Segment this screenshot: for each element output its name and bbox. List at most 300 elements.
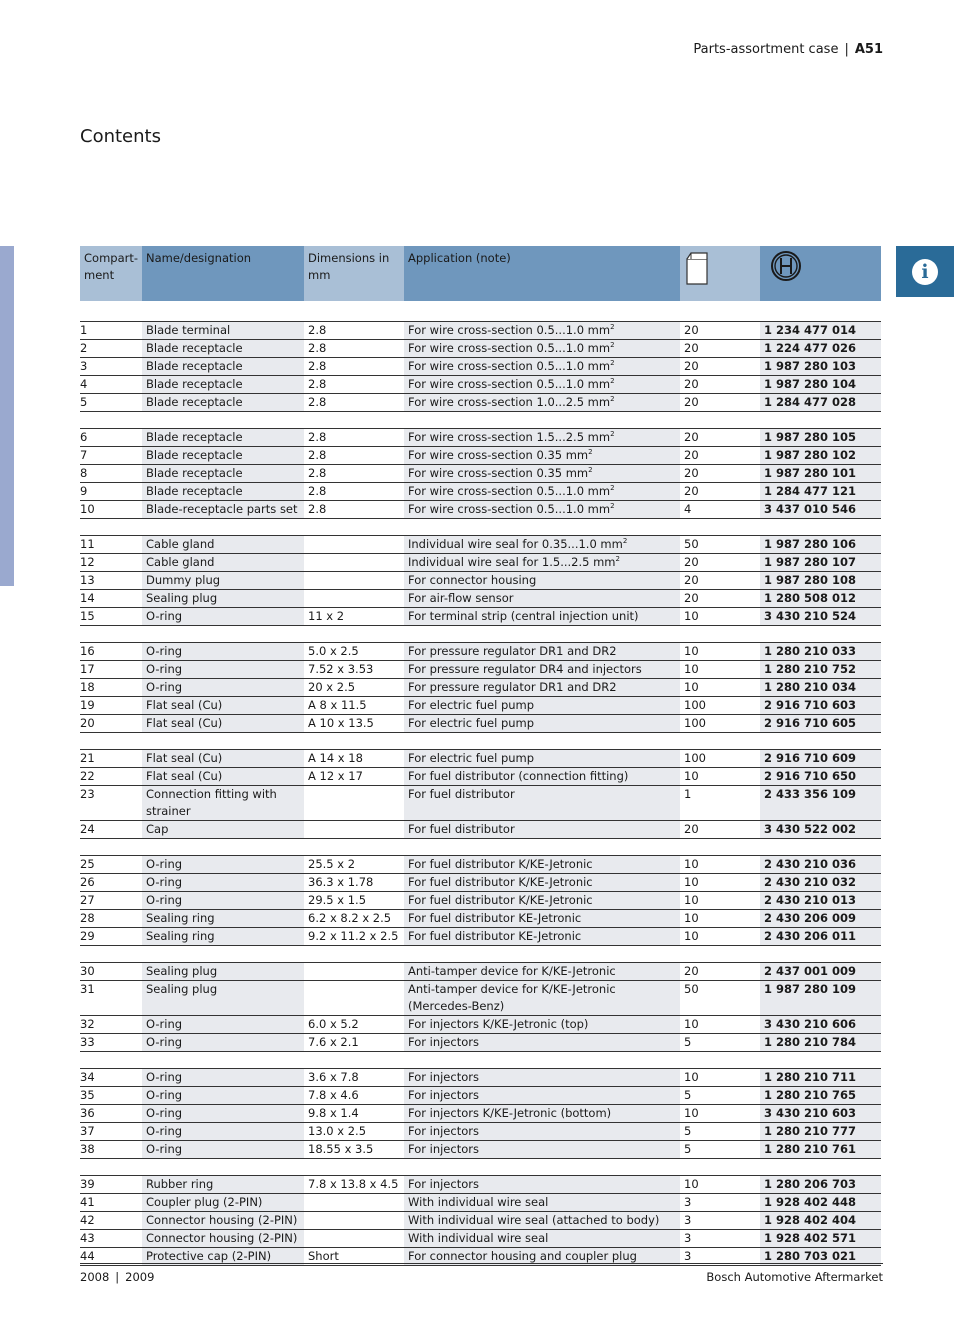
cell-dimensions <box>304 572 404 590</box>
cell-dimensions: 18.55 x 3.5 <box>304 1141 404 1159</box>
cell-name: Sealing ring <box>142 910 304 928</box>
cell-name: Flat seal (Cu) <box>142 715 304 733</box>
unit-exponent: 2 <box>610 323 615 332</box>
application-text: For fuel distributor <box>408 822 515 836</box>
application-text: For connector housing <box>408 573 537 587</box>
table-row <box>80 1016 881 1034</box>
cell-application <box>404 554 680 572</box>
cell-quantity: 20 <box>680 447 760 465</box>
cell-name: O-ring <box>142 661 304 679</box>
spacer-cell <box>80 839 881 856</box>
unit-exponent: 2 <box>610 484 615 493</box>
table-row <box>80 697 881 715</box>
section-name: Parts-assortment case <box>693 42 839 57</box>
cell-dimensions <box>304 981 404 1016</box>
cell-dimensions: 20 x 2.5 <box>304 679 404 697</box>
cell-quantity: 20 <box>680 483 760 501</box>
cell-order-number: 1 280 210 765 <box>760 1087 881 1105</box>
cell-name: Blade receptacle <box>142 483 304 501</box>
cell-quantity: 20 <box>680 322 760 340</box>
cell-application <box>404 963 680 981</box>
cell-name: O-ring <box>142 1034 304 1052</box>
cell-compartment: 30 <box>80 963 142 981</box>
cell-compartment: 41 <box>80 1194 142 1212</box>
table-row <box>80 821 881 839</box>
application-text: For fuel distributor KE-Jetronic <box>408 911 582 925</box>
cell-application <box>404 394 680 412</box>
application-text: For wire cross-section 1.5...2.5 mm <box>408 430 611 444</box>
cell-dimensions: 9.8 x 1.4 <box>304 1105 404 1123</box>
cell-quantity: 10 <box>680 856 760 874</box>
cell-dimensions: 6.2 x 8.2 x 2.5 <box>304 910 404 928</box>
cell-dimensions: 2.8 <box>304 340 404 358</box>
cell-compartment: 44 <box>80 1248 142 1266</box>
group-spacer <box>80 412 881 429</box>
cell-application <box>404 1069 680 1087</box>
cell-application <box>404 340 680 358</box>
cell-name: Blade-receptacle parts set <box>142 501 304 519</box>
cell-dimensions: 2.8 <box>304 465 404 483</box>
cell-compartment: 3 <box>80 358 142 376</box>
cell-compartment: 31 <box>80 981 142 1016</box>
application-text: For electric fuel pump <box>408 751 535 765</box>
footer-publisher: Bosch Automotive Aftermarket <box>706 1270 883 1284</box>
cell-application <box>404 536 680 554</box>
cell-application <box>404 322 680 340</box>
application-text: For electric fuel pump <box>408 716 535 730</box>
cell-name: Coupler plug (2-PIN) <box>142 1194 304 1212</box>
cell-name: O-ring <box>142 892 304 910</box>
unit-exponent: 2 <box>610 502 615 511</box>
cell-compartment: 33 <box>80 1034 142 1052</box>
cell-dimensions: 6.0 x 5.2 <box>304 1016 404 1034</box>
application-text: With individual wire seal <box>408 1195 549 1209</box>
cell-order-number: 2 433 356 109 <box>760 786 881 821</box>
cell-name: O-ring <box>142 856 304 874</box>
cell-application <box>404 1212 680 1230</box>
table-row <box>80 715 881 733</box>
cell-name: O-ring <box>142 1016 304 1034</box>
unit-exponent: 2 <box>610 430 615 439</box>
unit-exponent: 2 <box>610 377 615 386</box>
footer-years <box>80 1270 154 1284</box>
cell-dimensions: 25.5 x 2 <box>304 856 404 874</box>
cell-compartment: 17 <box>80 661 142 679</box>
cell-dimensions <box>304 821 404 839</box>
table-row <box>80 1087 881 1105</box>
cell-dimensions <box>304 536 404 554</box>
cell-dimensions: A 10 x 13.5 <box>304 715 404 733</box>
col-header-name: Name/designation <box>142 246 304 302</box>
table-row <box>80 856 881 874</box>
col-header-application: Application (note) <box>404 246 680 302</box>
cell-dimensions: A 12 x 17 <box>304 768 404 786</box>
cell-order-number: 1 224 477 026 <box>760 340 881 358</box>
application-text: For injectors <box>408 1070 479 1084</box>
cell-application <box>404 590 680 608</box>
cell-order-number: 1 280 210 752 <box>760 661 881 679</box>
cell-order-number: 1 928 402 571 <box>760 1230 881 1248</box>
cell-name: Connector housing (2-PIN) <box>142 1230 304 1248</box>
cell-compartment: 10 <box>80 501 142 519</box>
cell-name: Sealing plug <box>142 963 304 981</box>
cell-application <box>404 1141 680 1159</box>
cell-compartment: 36 <box>80 1105 142 1123</box>
cell-order-number: 2 916 710 650 <box>760 768 881 786</box>
cell-compartment: 18 <box>80 679 142 697</box>
cell-dimensions <box>304 963 404 981</box>
cell-order-number: 2 437 001 009 <box>760 963 881 981</box>
table-row <box>80 447 881 465</box>
cell-order-number: 1 987 280 106 <box>760 536 881 554</box>
cell-application <box>404 1123 680 1141</box>
cell-order-number: 1 280 210 033 <box>760 643 881 661</box>
cell-dimensions: 2.8 <box>304 429 404 447</box>
table-row <box>80 1034 881 1052</box>
cell-application <box>404 928 680 946</box>
cell-quantity: 3 <box>680 1212 760 1230</box>
cell-name: Dummy plug <box>142 572 304 590</box>
cell-application <box>404 856 680 874</box>
cell-quantity: 4 <box>680 501 760 519</box>
cell-quantity: 10 <box>680 910 760 928</box>
cell-application <box>404 1016 680 1034</box>
cell-dimensions: Short <box>304 1248 404 1266</box>
cell-dimensions: 2.8 <box>304 376 404 394</box>
cell-application <box>404 679 680 697</box>
cell-quantity: 20 <box>680 394 760 412</box>
cell-compartment: 35 <box>80 1087 142 1105</box>
table-row <box>80 608 881 626</box>
cell-application <box>404 874 680 892</box>
table-row <box>80 322 881 340</box>
table-row <box>80 1069 881 1087</box>
cell-dimensions: 7.52 x 3.53 <box>304 661 404 679</box>
cell-quantity: 10 <box>680 643 760 661</box>
cell-name: O-ring <box>142 1069 304 1087</box>
cell-compartment: 2 <box>80 340 142 358</box>
cell-name: Connection fitting with strainer <box>142 786 304 821</box>
cell-name: Rubber ring <box>142 1176 304 1194</box>
application-text: For wire cross-section 0.35 mm <box>408 466 589 480</box>
cell-application <box>404 608 680 626</box>
cell-quantity: 3 <box>680 1194 760 1212</box>
cell-order-number: 2 430 210 036 <box>760 856 881 874</box>
spacer-cell <box>80 1159 881 1176</box>
cell-name: O-ring <box>142 874 304 892</box>
table-row <box>80 874 881 892</box>
cell-quantity: 20 <box>680 590 760 608</box>
table-row <box>80 679 881 697</box>
footer-rule <box>80 1263 883 1264</box>
cell-dimensions: 7.8 x 4.6 <box>304 1087 404 1105</box>
cell-order-number: 3 437 010 546 <box>760 501 881 519</box>
table-row <box>80 1194 881 1212</box>
cell-dimensions: 2.8 <box>304 483 404 501</box>
cell-compartment: 32 <box>80 1016 142 1034</box>
application-text: For fuel distributor K/KE-Jetronic <box>408 875 593 889</box>
cell-application <box>404 501 680 519</box>
cell-order-number: 2 430 206 009 <box>760 910 881 928</box>
box-icon <box>684 250 710 286</box>
application-text: With individual wire seal (attached to body) <box>408 1213 660 1227</box>
cell-order-number: 2 916 710 603 <box>760 697 881 715</box>
cell-name: Flat seal (Cu) <box>142 768 304 786</box>
cell-order-number: 3 430 210 524 <box>760 608 881 626</box>
cell-dimensions: 2.8 <box>304 501 404 519</box>
spacer-cell <box>80 519 881 536</box>
cell-quantity: 10 <box>680 768 760 786</box>
cell-quantity: 10 <box>680 1176 760 1194</box>
cell-name: O-ring <box>142 1087 304 1105</box>
cell-quantity: 10 <box>680 1105 760 1123</box>
table-row <box>80 1230 881 1248</box>
table-row <box>80 1105 881 1123</box>
cell-compartment: 9 <box>80 483 142 501</box>
cell-order-number: 1 987 280 105 <box>760 429 881 447</box>
application-text: For pressure regulator DR4 and injectors <box>408 662 642 676</box>
cell-compartment: 20 <box>80 715 142 733</box>
cell-application <box>404 465 680 483</box>
cell-compartment: 24 <box>80 821 142 839</box>
cell-application <box>404 821 680 839</box>
unit-exponent: 2 <box>615 555 620 564</box>
cell-quantity: 100 <box>680 715 760 733</box>
group-spacer <box>80 1159 881 1176</box>
cell-application <box>404 697 680 715</box>
cell-dimensions: 7.6 x 2.1 <box>304 1034 404 1052</box>
application-text: Anti-tamper device for K/KE-Jetronic <box>408 964 616 978</box>
parts-table-body <box>80 302 881 1266</box>
application-text: For injectors K/KE-Jetronic (top) <box>408 1017 589 1031</box>
group-spacer <box>80 1052 881 1069</box>
cell-compartment: 5 <box>80 394 142 412</box>
cell-name: Blade receptacle <box>142 429 304 447</box>
application-text: For injectors <box>408 1035 479 1049</box>
cell-quantity: 20 <box>680 465 760 483</box>
unit-exponent: 2 <box>622 537 628 546</box>
unit-exponent: 2 <box>610 359 615 368</box>
table-row <box>80 394 881 412</box>
cell-order-number: 1 987 280 108 <box>760 572 881 590</box>
cell-compartment: 19 <box>80 697 142 715</box>
col-header-quantity <box>680 246 760 302</box>
cell-dimensions <box>304 1212 404 1230</box>
cell-quantity: 20 <box>680 429 760 447</box>
cell-application <box>404 643 680 661</box>
cell-name: Blade receptacle <box>142 340 304 358</box>
cell-compartment: 37 <box>80 1123 142 1141</box>
cell-name: Cable gland <box>142 536 304 554</box>
cell-quantity: 10 <box>680 928 760 946</box>
cell-name: Connector housing (2-PIN) <box>142 1212 304 1230</box>
table-row <box>80 1141 881 1159</box>
cell-compartment: 14 <box>80 590 142 608</box>
application-text: For wire cross-section 1.0...2.5 mm <box>408 395 611 409</box>
table-row <box>80 554 881 572</box>
cell-dimensions <box>304 590 404 608</box>
application-text: For wire cross-section 0.5...1.0 mm <box>408 502 611 516</box>
cell-application <box>404 1230 680 1248</box>
cell-quantity: 10 <box>680 608 760 626</box>
cell-application <box>404 768 680 786</box>
application-text: For air-flow sensor <box>408 591 514 605</box>
unit-exponent: 2 <box>588 466 593 475</box>
cell-dimensions: 2.8 <box>304 322 404 340</box>
unit-exponent: 2 <box>588 448 593 457</box>
cell-quantity: 10 <box>680 1069 760 1087</box>
group-spacer <box>80 302 881 322</box>
application-text: For pressure regulator DR1 and DR2 <box>408 644 617 658</box>
cell-order-number: 1 928 402 404 <box>760 1212 881 1230</box>
cell-dimensions: 36.3 x 1.78 <box>304 874 404 892</box>
spacer-cell <box>80 412 881 429</box>
cell-dimensions: A 14 x 18 <box>304 750 404 768</box>
info-tab <box>896 246 954 297</box>
cell-name: Blade receptacle <box>142 358 304 376</box>
cell-dimensions: A 8 x 11.5 <box>304 697 404 715</box>
cell-quantity: 10 <box>680 874 760 892</box>
cell-name: O-ring <box>142 679 304 697</box>
cell-compartment: 28 <box>80 910 142 928</box>
cell-application <box>404 358 680 376</box>
cell-quantity: 20 <box>680 821 760 839</box>
group-spacer <box>80 839 881 856</box>
cell-order-number: 1 987 280 109 <box>760 981 881 1016</box>
application-text: For wire cross-section 0.5...1.0 mm <box>408 484 611 498</box>
cell-order-number: 1 280 210 761 <box>760 1141 881 1159</box>
application-text: For connector housing and coupler plug <box>408 1249 637 1263</box>
cell-name: Protective cap (2-PIN) <box>142 1248 304 1266</box>
cell-dimensions <box>304 786 404 821</box>
cell-quantity: 100 <box>680 750 760 768</box>
cell-order-number: 1 280 206 703 <box>760 1176 881 1194</box>
table-row <box>80 1123 881 1141</box>
spacer-cell <box>80 1052 881 1069</box>
unit-exponent: 2 <box>610 341 615 350</box>
cell-application <box>404 786 680 821</box>
cell-application <box>404 1105 680 1123</box>
footer-year-b: 2009 <box>125 1270 155 1284</box>
spacer-cell <box>80 626 881 643</box>
table-row <box>80 786 881 821</box>
group-spacer <box>80 733 881 750</box>
bosch-logo-icon <box>770 250 802 282</box>
cell-order-number: 1 987 280 102 <box>760 447 881 465</box>
cell-name: O-ring <box>142 643 304 661</box>
table-row <box>80 590 881 608</box>
table-row <box>80 750 881 768</box>
cell-quantity: 5 <box>680 1141 760 1159</box>
cell-compartment: 25 <box>80 856 142 874</box>
cell-dimensions <box>304 554 404 572</box>
cell-compartment: 39 <box>80 1176 142 1194</box>
application-text: For wire cross-section 0.5...1.0 mm <box>408 377 611 391</box>
cell-name: Sealing plug <box>142 981 304 1016</box>
cell-order-number: 1 987 280 101 <box>760 465 881 483</box>
cell-name: O-ring <box>142 1123 304 1141</box>
cell-order-number: 1 987 280 103 <box>760 358 881 376</box>
cell-order-number: 1 280 210 784 <box>760 1034 881 1052</box>
table-row <box>80 483 881 501</box>
cell-order-number: 1 280 210 711 <box>760 1069 881 1087</box>
cell-compartment: 8 <box>80 465 142 483</box>
footer-separator: | <box>115 1270 120 1284</box>
cell-quantity: 20 <box>680 376 760 394</box>
spacer-cell <box>80 302 881 322</box>
cell-compartment: 26 <box>80 874 142 892</box>
cell-compartment: 12 <box>80 554 142 572</box>
cell-quantity: 3 <box>680 1248 760 1266</box>
cell-name: Blade terminal <box>142 322 304 340</box>
cell-name: O-ring <box>142 1105 304 1123</box>
cell-name: Sealing ring <box>142 928 304 946</box>
col-header-compartment: Compart- ment <box>80 246 142 302</box>
cell-application <box>404 1194 680 1212</box>
application-text: For fuel distributor <box>408 787 515 801</box>
table-row <box>80 928 881 946</box>
application-text: For pressure regulator DR1 and DR2 <box>408 680 617 694</box>
cell-compartment: 15 <box>80 608 142 626</box>
header-separator: | <box>844 42 849 57</box>
parts-table <box>80 246 881 1266</box>
cell-application <box>404 1034 680 1052</box>
application-text: Anti-tamper device for K/KE-Jetronic (Mercedes-Benz) <box>408 982 616 1013</box>
cell-application <box>404 661 680 679</box>
table-row <box>80 429 881 447</box>
cell-quantity: 10 <box>680 679 760 697</box>
table-row <box>80 661 881 679</box>
cell-order-number: 3 430 210 606 <box>760 1016 881 1034</box>
table-row <box>80 572 881 590</box>
cell-quantity: 20 <box>680 963 760 981</box>
cell-quantity: 20 <box>680 572 760 590</box>
table-row <box>80 981 881 1016</box>
spacer-cell <box>80 733 881 750</box>
cell-compartment: 38 <box>80 1141 142 1159</box>
cell-compartment: 27 <box>80 892 142 910</box>
application-text: For fuel distributor (connection fitting) <box>408 769 629 783</box>
application-text: Individual wire seal for 0.35...1.0 mm <box>408 537 623 551</box>
cell-compartment: 11 <box>80 536 142 554</box>
cell-name: Blade receptacle <box>142 465 304 483</box>
cell-order-number: 1 284 477 121 <box>760 483 881 501</box>
application-text: Individual wire seal for 1.5...2.5 mm <box>408 555 616 569</box>
cell-name: Flat seal (Cu) <box>142 750 304 768</box>
cell-name: Cap <box>142 821 304 839</box>
cell-dimensions: 9.2 x 11.2 x 2.5 <box>304 928 404 946</box>
application-text: For terminal strip (central injection unit) <box>408 609 639 623</box>
table-row <box>80 340 881 358</box>
cell-compartment: 23 <box>80 786 142 821</box>
cell-dimensions: 3.6 x 7.8 <box>304 1069 404 1087</box>
cell-application <box>404 447 680 465</box>
table-row <box>80 892 881 910</box>
cell-dimensions: 5.0 x 2.5 <box>304 643 404 661</box>
cell-quantity: 20 <box>680 554 760 572</box>
cell-compartment: 22 <box>80 768 142 786</box>
table-row <box>80 643 881 661</box>
cell-compartment: 42 <box>80 1212 142 1230</box>
application-text: For injectors <box>408 1088 479 1102</box>
cell-order-number: 2 430 210 013 <box>760 892 881 910</box>
cell-name: Flat seal (Cu) <box>142 697 304 715</box>
chapter-marker <box>0 246 14 586</box>
cell-quantity: 5 <box>680 1123 760 1141</box>
cell-dimensions: 2.8 <box>304 394 404 412</box>
cell-dimensions: 11 x 2 <box>304 608 404 626</box>
application-text: For injectors <box>408 1177 479 1191</box>
